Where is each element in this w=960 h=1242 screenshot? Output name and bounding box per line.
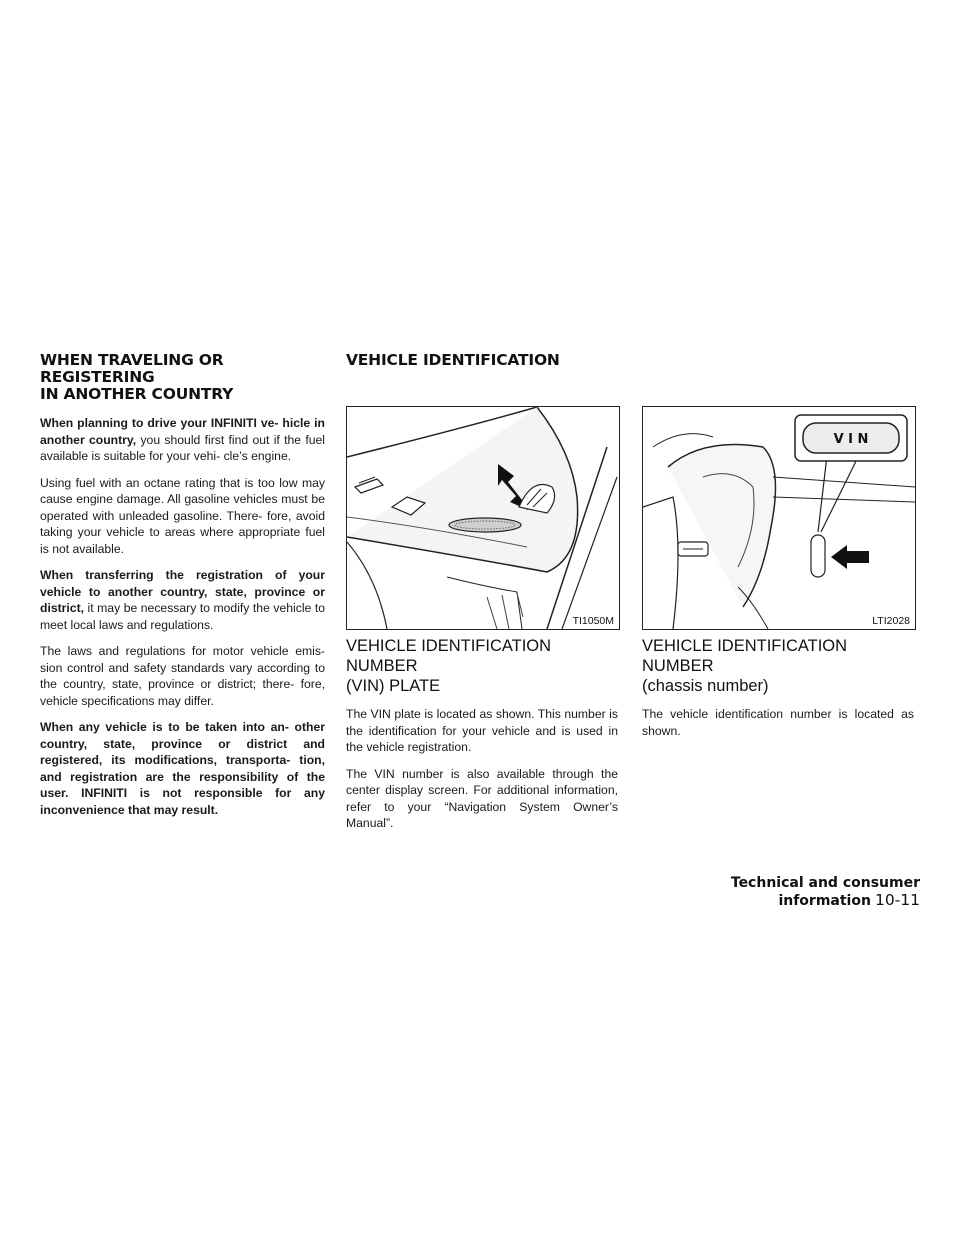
chassis-number-figure bbox=[642, 406, 916, 630]
paragraph: The VIN plate is located as shown. This number is the identification for your vehicle and is used in the vehicle registration. bbox=[346, 707, 618, 754]
paragraph: The VIN number is also available through the center display screen. For additional information, refer to your “Navigation System Owner’s Manual”. bbox=[346, 766, 618, 830]
left-column bbox=[40, 352, 325, 828]
paragraph: When any vehicle is to be taken into an- other country, state, province or district and registered, its modifications, transporta- tion, and registration are the responsibility of the user. INFINITI is not responsible for any inconvenience that may result. bbox=[40, 720, 325, 817]
vin-callout-label: V I N bbox=[833, 432, 869, 447]
right-column bbox=[642, 636, 914, 749]
engine-bay-illustration bbox=[643, 407, 915, 629]
dashboard-illustration bbox=[347, 407, 619, 629]
page-footer bbox=[620, 875, 920, 909]
page-number: 10-11 bbox=[874, 891, 920, 909]
figure-code: TI1050M bbox=[572, 615, 614, 627]
paragraph: When transferring the registration of your vehicle to another country, state, province or district, it may be necessary to modify the vehicle to meet local laws and regulations. bbox=[40, 568, 325, 632]
sub-heading-vin-plate: VEHICLE IDENTIFICATION NUMBER (VIN) PLATE bbox=[346, 637, 552, 695]
vin-plate-figure bbox=[346, 406, 620, 630]
sub-heading-chassis-number: VEHICLE IDENTIFICATION NUMBER (chassis number) bbox=[642, 637, 848, 695]
paragraph: The laws and regulations for motor vehicle emis- sion control and safety standards vary according to the country, state, province or district; there- fore, vehicle specifications may differ. bbox=[40, 644, 325, 708]
section-heading-vehicle-identification: VEHICLE IDENTIFICATION bbox=[346, 351, 560, 369]
paragraph: Using fuel with an octane rating that is too low may cause engine damage. All gasoline vehicles must be operated with unleaded gasoline. There- fore, avoid taking your vehicle to areas where appropriate fuel is not available. bbox=[40, 475, 325, 556]
paragraph: The vehicle identification number is located as shown. bbox=[642, 707, 914, 738]
figure-code: LTI2028 bbox=[872, 615, 910, 627]
footer-section-title: Technical and consumer information bbox=[730, 875, 920, 909]
middle-column bbox=[346, 636, 618, 842]
paragraph: When planning to drive your INFINITI ve- hicle in another country, you should first find out if the fuel available is suitable for your vehi- cle’s engine. bbox=[40, 416, 325, 463]
section-heading-traveling: WHEN TRAVELING OR REGISTERING IN ANOTHER COUNTRY bbox=[40, 351, 234, 403]
